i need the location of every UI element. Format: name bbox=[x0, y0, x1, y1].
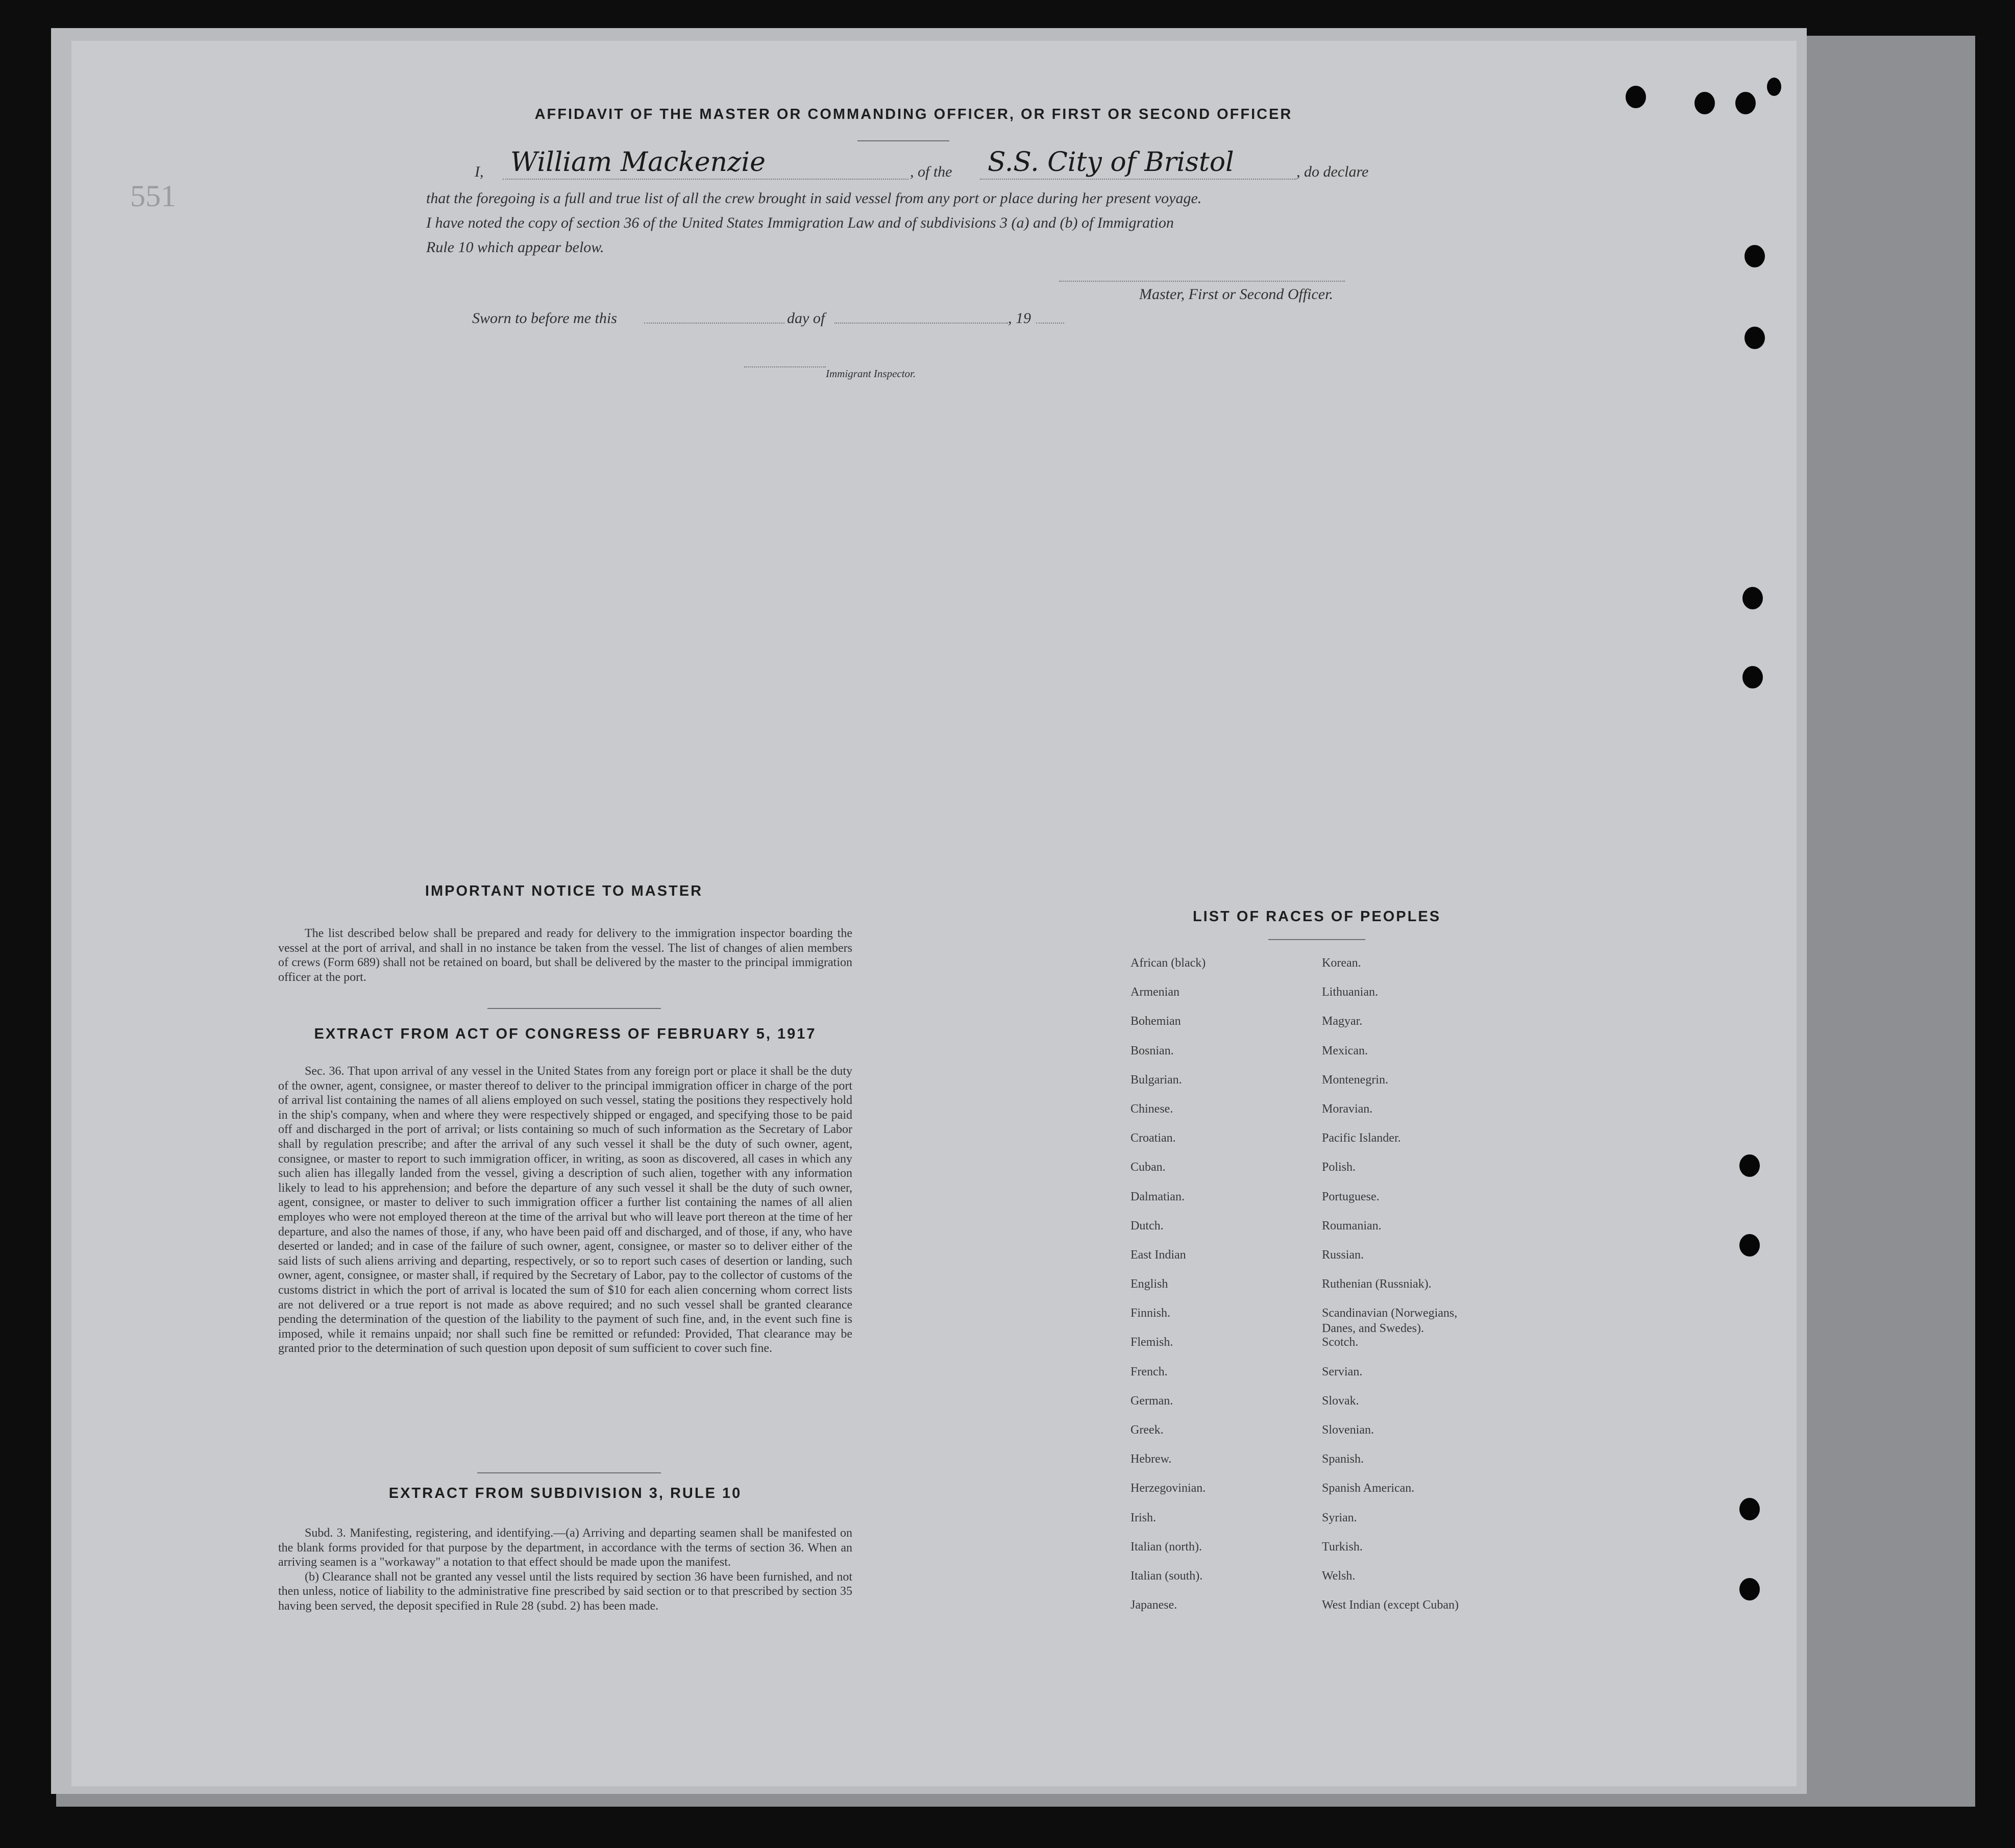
sworn-label: Sworn to before me this bbox=[472, 310, 617, 327]
sworn-year-field bbox=[1036, 306, 1064, 324]
race-item: Magyar. bbox=[1322, 1015, 1363, 1028]
heading-divider bbox=[857, 140, 949, 141]
punch-hole bbox=[1742, 587, 1763, 609]
race-item: Bohemian bbox=[1131, 1015, 1181, 1028]
punch-hole bbox=[1739, 1578, 1760, 1600]
race-item: Turkish. bbox=[1322, 1540, 1363, 1554]
races-heading: LIST OF RACES OF PEOPLES bbox=[1192, 908, 1441, 925]
race-item: Roumanian. bbox=[1322, 1219, 1382, 1233]
race-item: African (black) bbox=[1131, 956, 1206, 970]
rule-extract-text bbox=[278, 1526, 852, 1614]
affidavit-line-4: Rule 10 which appear below. bbox=[426, 239, 604, 256]
race-item: Montenegrin. bbox=[1322, 1073, 1388, 1087]
race-item: Greek. bbox=[1131, 1423, 1164, 1437]
punch-hole bbox=[1739, 1234, 1760, 1256]
race-item: Slovenian. bbox=[1322, 1423, 1374, 1437]
race-item: Korean. bbox=[1322, 956, 1361, 970]
race-item: Hebrew. bbox=[1131, 1452, 1172, 1466]
signature-line bbox=[1059, 281, 1345, 282]
punch-hole bbox=[1739, 1154, 1760, 1177]
punch-hole bbox=[1742, 666, 1763, 688]
affidavit-heading: AFFIDAVIT OF THE MASTER OR COMMANDING OFFICER, OR FIRST OR SECOND OFFICER bbox=[534, 106, 1293, 122]
punch-hole bbox=[1744, 327, 1765, 349]
races-divider bbox=[1268, 939, 1365, 940]
race-item: Dalmatian. bbox=[1131, 1190, 1185, 1203]
race-item: English bbox=[1131, 1277, 1168, 1291]
notice-divider bbox=[487, 1008, 661, 1009]
sworn-day-field bbox=[644, 306, 784, 324]
race-item: Flemish. bbox=[1131, 1336, 1173, 1349]
punch-hole bbox=[1735, 92, 1756, 114]
race-item: Armenian bbox=[1131, 985, 1179, 999]
race-item: Scotch. bbox=[1322, 1336, 1359, 1349]
punch-hole bbox=[1739, 1498, 1760, 1520]
race-item: West Indian (except Cuban) bbox=[1322, 1598, 1459, 1612]
rule-extract-heading: EXTRACT FROM SUBDIVISION 3, RULE 10 bbox=[388, 1485, 742, 1501]
document-page bbox=[71, 41, 1797, 1786]
race-item: Russian. bbox=[1322, 1248, 1364, 1262]
races-column-2 bbox=[1322, 955, 1577, 1627]
rule-paragraph-b: (b) Clearance shall not be granted any vessel until the lists required by section 36 have been furnished, and not then unless, notice of liability to the administrative fine prescribed by said section or to that prescribed by section 35 having been served, the deposit specified in Rule 28 (subd. 2) has been made. bbox=[278, 1570, 852, 1613]
signature-caption: Master, First or Second Officer. bbox=[1139, 286, 1333, 303]
affidavit-i-label: I, bbox=[475, 163, 484, 180]
punch-hole bbox=[1626, 86, 1646, 108]
race-item: Pacific Islander. bbox=[1322, 1131, 1401, 1145]
race-item: Polish. bbox=[1322, 1161, 1356, 1174]
year-prefix: , 19 bbox=[1008, 310, 1031, 327]
day-of-label: day of bbox=[787, 310, 825, 327]
race-item: Italian (north). bbox=[1131, 1540, 1202, 1554]
master-name-handwriting: William Mackenzie bbox=[510, 147, 766, 178]
race-item: Bosnian. bbox=[1131, 1044, 1174, 1057]
notice-text: The list described below shall be prepared and ready for delivery to the immigration inspector boarding the vessel at the port of arrival, and shall in no instance be taken from the vessel. The list of changes of alien members of crews (Form 689) shall not be retained on board, but shall be delivered by the master to the principal immigration officer at the port. bbox=[278, 927, 852, 984]
race-item: Ruthenian (Russniak). bbox=[1322, 1277, 1432, 1291]
affidavit-line-3: I have noted the copy of section 36 of the United States Immigration Law and of subdivisions 3 (a) and (b) of Immigration bbox=[426, 214, 1174, 231]
sworn-month-field bbox=[834, 306, 1008, 324]
races-column-1 bbox=[1131, 955, 1314, 1627]
affidavit-line-2: that the foregoing is a full and true list of all the crew brought in said vessel from any port or place during her present voyage. bbox=[426, 190, 1202, 207]
race-item: Mexican. bbox=[1322, 1044, 1368, 1057]
race-item: Syrian. bbox=[1322, 1511, 1357, 1524]
race-item: Scandinavian (Norwegians, Danes, and Swedes). bbox=[1322, 1307, 1458, 1336]
inspector-signature-line bbox=[744, 366, 826, 367]
punch-hole bbox=[1744, 245, 1765, 267]
race-item: Spanish American. bbox=[1322, 1482, 1415, 1495]
race-item: Moravian. bbox=[1322, 1102, 1373, 1116]
race-item: French. bbox=[1131, 1365, 1168, 1378]
race-item: Croatian. bbox=[1131, 1131, 1176, 1145]
race-item: Portuguese. bbox=[1322, 1190, 1380, 1203]
race-item: Welsh. bbox=[1322, 1569, 1356, 1583]
affidavit-of-the: , of the bbox=[910, 163, 952, 180]
race-item: Irish. bbox=[1131, 1511, 1156, 1524]
act-extract-text: Sec. 36. That upon arrival of any vessel in the United States from any foreign port or place it shall be the duty of the owner, agent, consignee, or master thereof to deliver to the principal immigration officer in charge of the port of arrival list containing the names of all aliens employed on such vessel, stating the positions they respectively hold in the ship's company, when and where they were respectively shipped or engaged, and specifying those to be paid off and discharged in the port of arrival; or lists containing so much of such information as the Secretary of Labor shall by regulation prescribe; and after the arrival of any such vessel it shall be the duty of such owner, agent, consignee, or master to report to such immigration officer, in writing, as soon as discovered, all cases in which any such alien has illegally landed from the vessel, giving a description of such alien, together with any information likely to lead to his apprehension; and before the departure of any such vessel it shall be the duty of such owner, agent, consignee, or master to deliver to such immigration officer a further list containing the names of all alien employes who were not employed thereon at the time of the arrival but who will leave port thereon at the time of her departure, and also the names of those, if any, who have been paid off and discharged, and of those, if any, who have deserted or landed; and in case of the failure of such owner, agent, consignee, or master so to deliver either of the said lists of such aliens arriving and departing, respectively, or so to report such cases of desertion or landing, such owner, agent, consignee, or master shall, if required by the Secretary of Labor, pay to the collector of customs of the customs district in which the port of arrival is located the sum of $10 for each alien concerning whom correct lists are not delivered or a true report is not made as above required; and no such vessel shall be granted clearance pending the determination of the question of the liability to the payment of such fine, and, in the event such fine is imposed, while it remains unpaid; nor shall such fine be remitted or refunded: Provided, That clearance may be granted prior to the determination of such question upon deposit of sum sufficient to cover such fine. bbox=[278, 1065, 852, 1356]
race-item: Spanish. bbox=[1322, 1452, 1364, 1466]
inspector-caption: Immigrant Inspector. bbox=[826, 367, 916, 380]
rule-paragraph-a: Subd. 3. Manifesting, registering, and identifying.—(a) Arriving and departing seamen shall be manifested on the blank forms provided for that purpose by the department, in accordance with the terms of section 36. When an arriving seamen is a "workaway" a notation to that effect should be made upon the manifest. bbox=[278, 1526, 852, 1569]
race-item: Cuban. bbox=[1131, 1161, 1166, 1174]
race-item: Servian. bbox=[1322, 1365, 1363, 1378]
act-extract-heading: EXTRACT FROM ACT OF CONGRESS OF FEBRUARY 5, 1917 bbox=[314, 1026, 817, 1042]
race-item: Slovak. bbox=[1322, 1394, 1359, 1408]
race-item: East Indian bbox=[1131, 1248, 1186, 1262]
notice-heading: IMPORTANT NOTICE TO MASTER bbox=[425, 883, 703, 899]
vessel-name-handwriting: S.S. City of Bristol bbox=[988, 147, 1234, 178]
race-item: Dutch. bbox=[1131, 1219, 1164, 1233]
race-item: Italian (south). bbox=[1131, 1569, 1203, 1583]
race-item: Japanese. bbox=[1131, 1598, 1177, 1612]
act-divider bbox=[477, 1472, 661, 1473]
punch-hole bbox=[1767, 78, 1781, 96]
punch-hole bbox=[1694, 92, 1715, 114]
race-item: Lithuanian. bbox=[1322, 985, 1378, 999]
race-item: German. bbox=[1131, 1394, 1173, 1408]
race-item: Herzegovinian. bbox=[1131, 1482, 1206, 1495]
faint-offset-mark: 551 bbox=[130, 179, 176, 213]
affidavit-do-declare: , do declare bbox=[1296, 163, 1369, 180]
race-item: Chinese. bbox=[1131, 1102, 1173, 1116]
race-item: Finnish. bbox=[1131, 1307, 1171, 1320]
race-item: Bulgarian. bbox=[1131, 1073, 1182, 1087]
